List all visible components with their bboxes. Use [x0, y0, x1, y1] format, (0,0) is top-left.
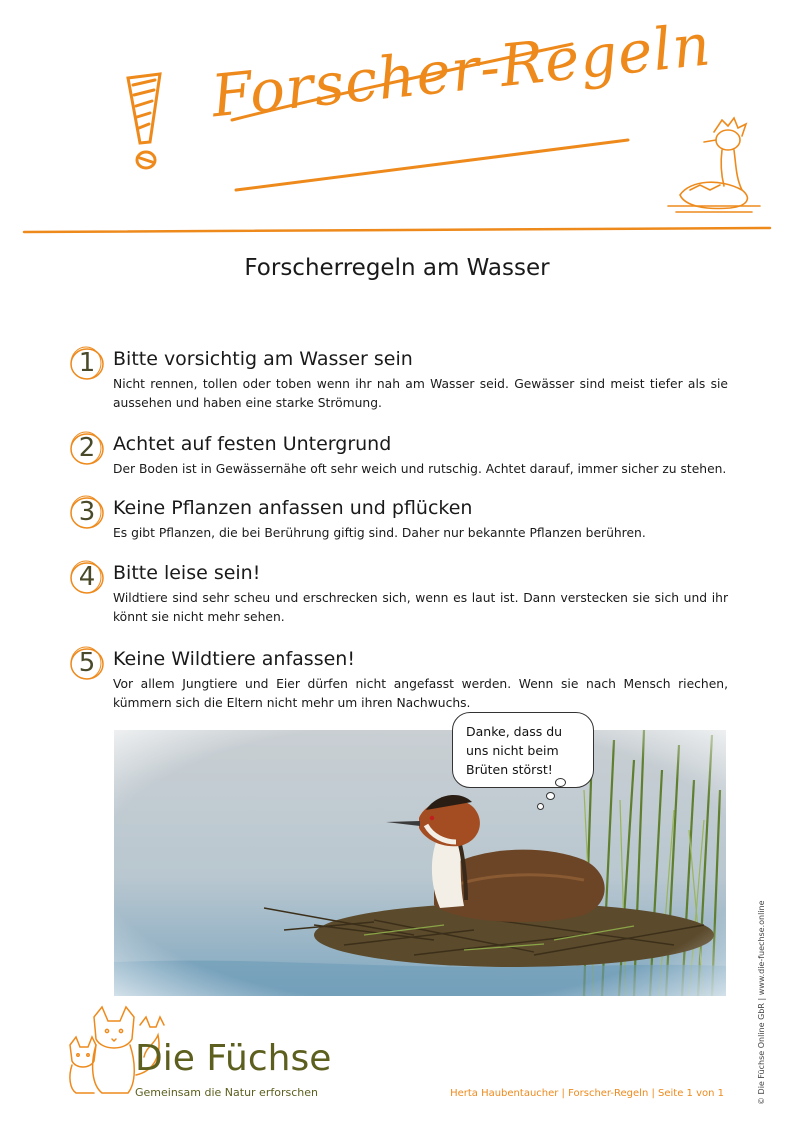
rule-heading: Bitte leise sein!	[113, 562, 261, 584]
grebe-photo	[114, 730, 726, 996]
rule-heading: Bitte vorsichtig am Wasser sein	[113, 348, 413, 370]
rule-heading: Keine Wildtiere anfassen!	[113, 648, 355, 670]
thought-dot	[546, 792, 555, 800]
rule-text: Vor allem Jungtiere und Eier dürfen nicht angefasst werden. Wenn sie nach Mensch riechen, kümmern sich die Eltern nicht mehr um ihren Nachwuchs.	[113, 677, 728, 710]
rule-text: Nicht rennen, tollen oder toben wenn ihr nah am Wasser seid. Gewässer sind meist tiefer als sie aussehen und haben eine starke Strömung.	[113, 377, 728, 410]
rule-heading: Keine Pflanzen anfassen und pflücken	[113, 497, 473, 519]
header-divider	[24, 228, 770, 232]
brand-tagline: Gemeinsam die Natur erforschen	[135, 1086, 318, 1099]
thought-dot	[537, 803, 544, 810]
rule-number-badge	[68, 344, 106, 382]
rule-text: Der Boden ist in Gewässernähe oft sehr weich und rutschig. Achtet darauf, immer sicher zu stehen.	[113, 462, 727, 476]
grebe-sketch-icon	[668, 118, 760, 212]
rule-number: 5	[78, 648, 96, 678]
rule-number: 1	[78, 348, 96, 378]
rule-text: Wildtiere sind sehr scheu und erschrecken sich, wenn es laut ist. Dann verstecken sie sich und ihr könnt sie nicht mehr sehen.	[113, 591, 728, 624]
speech-line: Danke, dass du	[466, 724, 563, 739]
rule-number-badge	[68, 493, 106, 531]
rule-text: Es gibt Pflanzen, die bei Berührung giftig sind. Daher nur bekannte Pflanzen berühren.	[113, 526, 646, 540]
rule-number: 4	[78, 562, 96, 592]
copyright-notice: © Die Füchse Online GbR | www.die-fuechse.online	[757, 900, 766, 1105]
page-title: Forscher-Regeln	[208, 10, 715, 131]
rule-number-badge	[68, 558, 106, 596]
rule-number-badge	[68, 429, 106, 467]
footer-info: Herta Haubentaucher | Forscher-Regeln | Seite 1 von 1	[450, 1088, 724, 1099]
rule-heading: Achtet auf festen Untergrund	[113, 433, 392, 455]
speech-bubble-text	[466, 722, 586, 779]
speech-line: uns nicht beim	[466, 743, 559, 758]
rule-number: 3	[78, 497, 96, 527]
thought-dot	[555, 778, 566, 787]
exclamation-icon	[128, 74, 160, 168]
speech-line: Brüten störst!	[466, 762, 553, 777]
page-subtitle: Forscherregeln am Wasser	[244, 255, 550, 281]
rule-number: 2	[78, 433, 96, 463]
brand-name: Die Füchse	[135, 1038, 332, 1079]
rule-number-badge	[68, 644, 106, 682]
